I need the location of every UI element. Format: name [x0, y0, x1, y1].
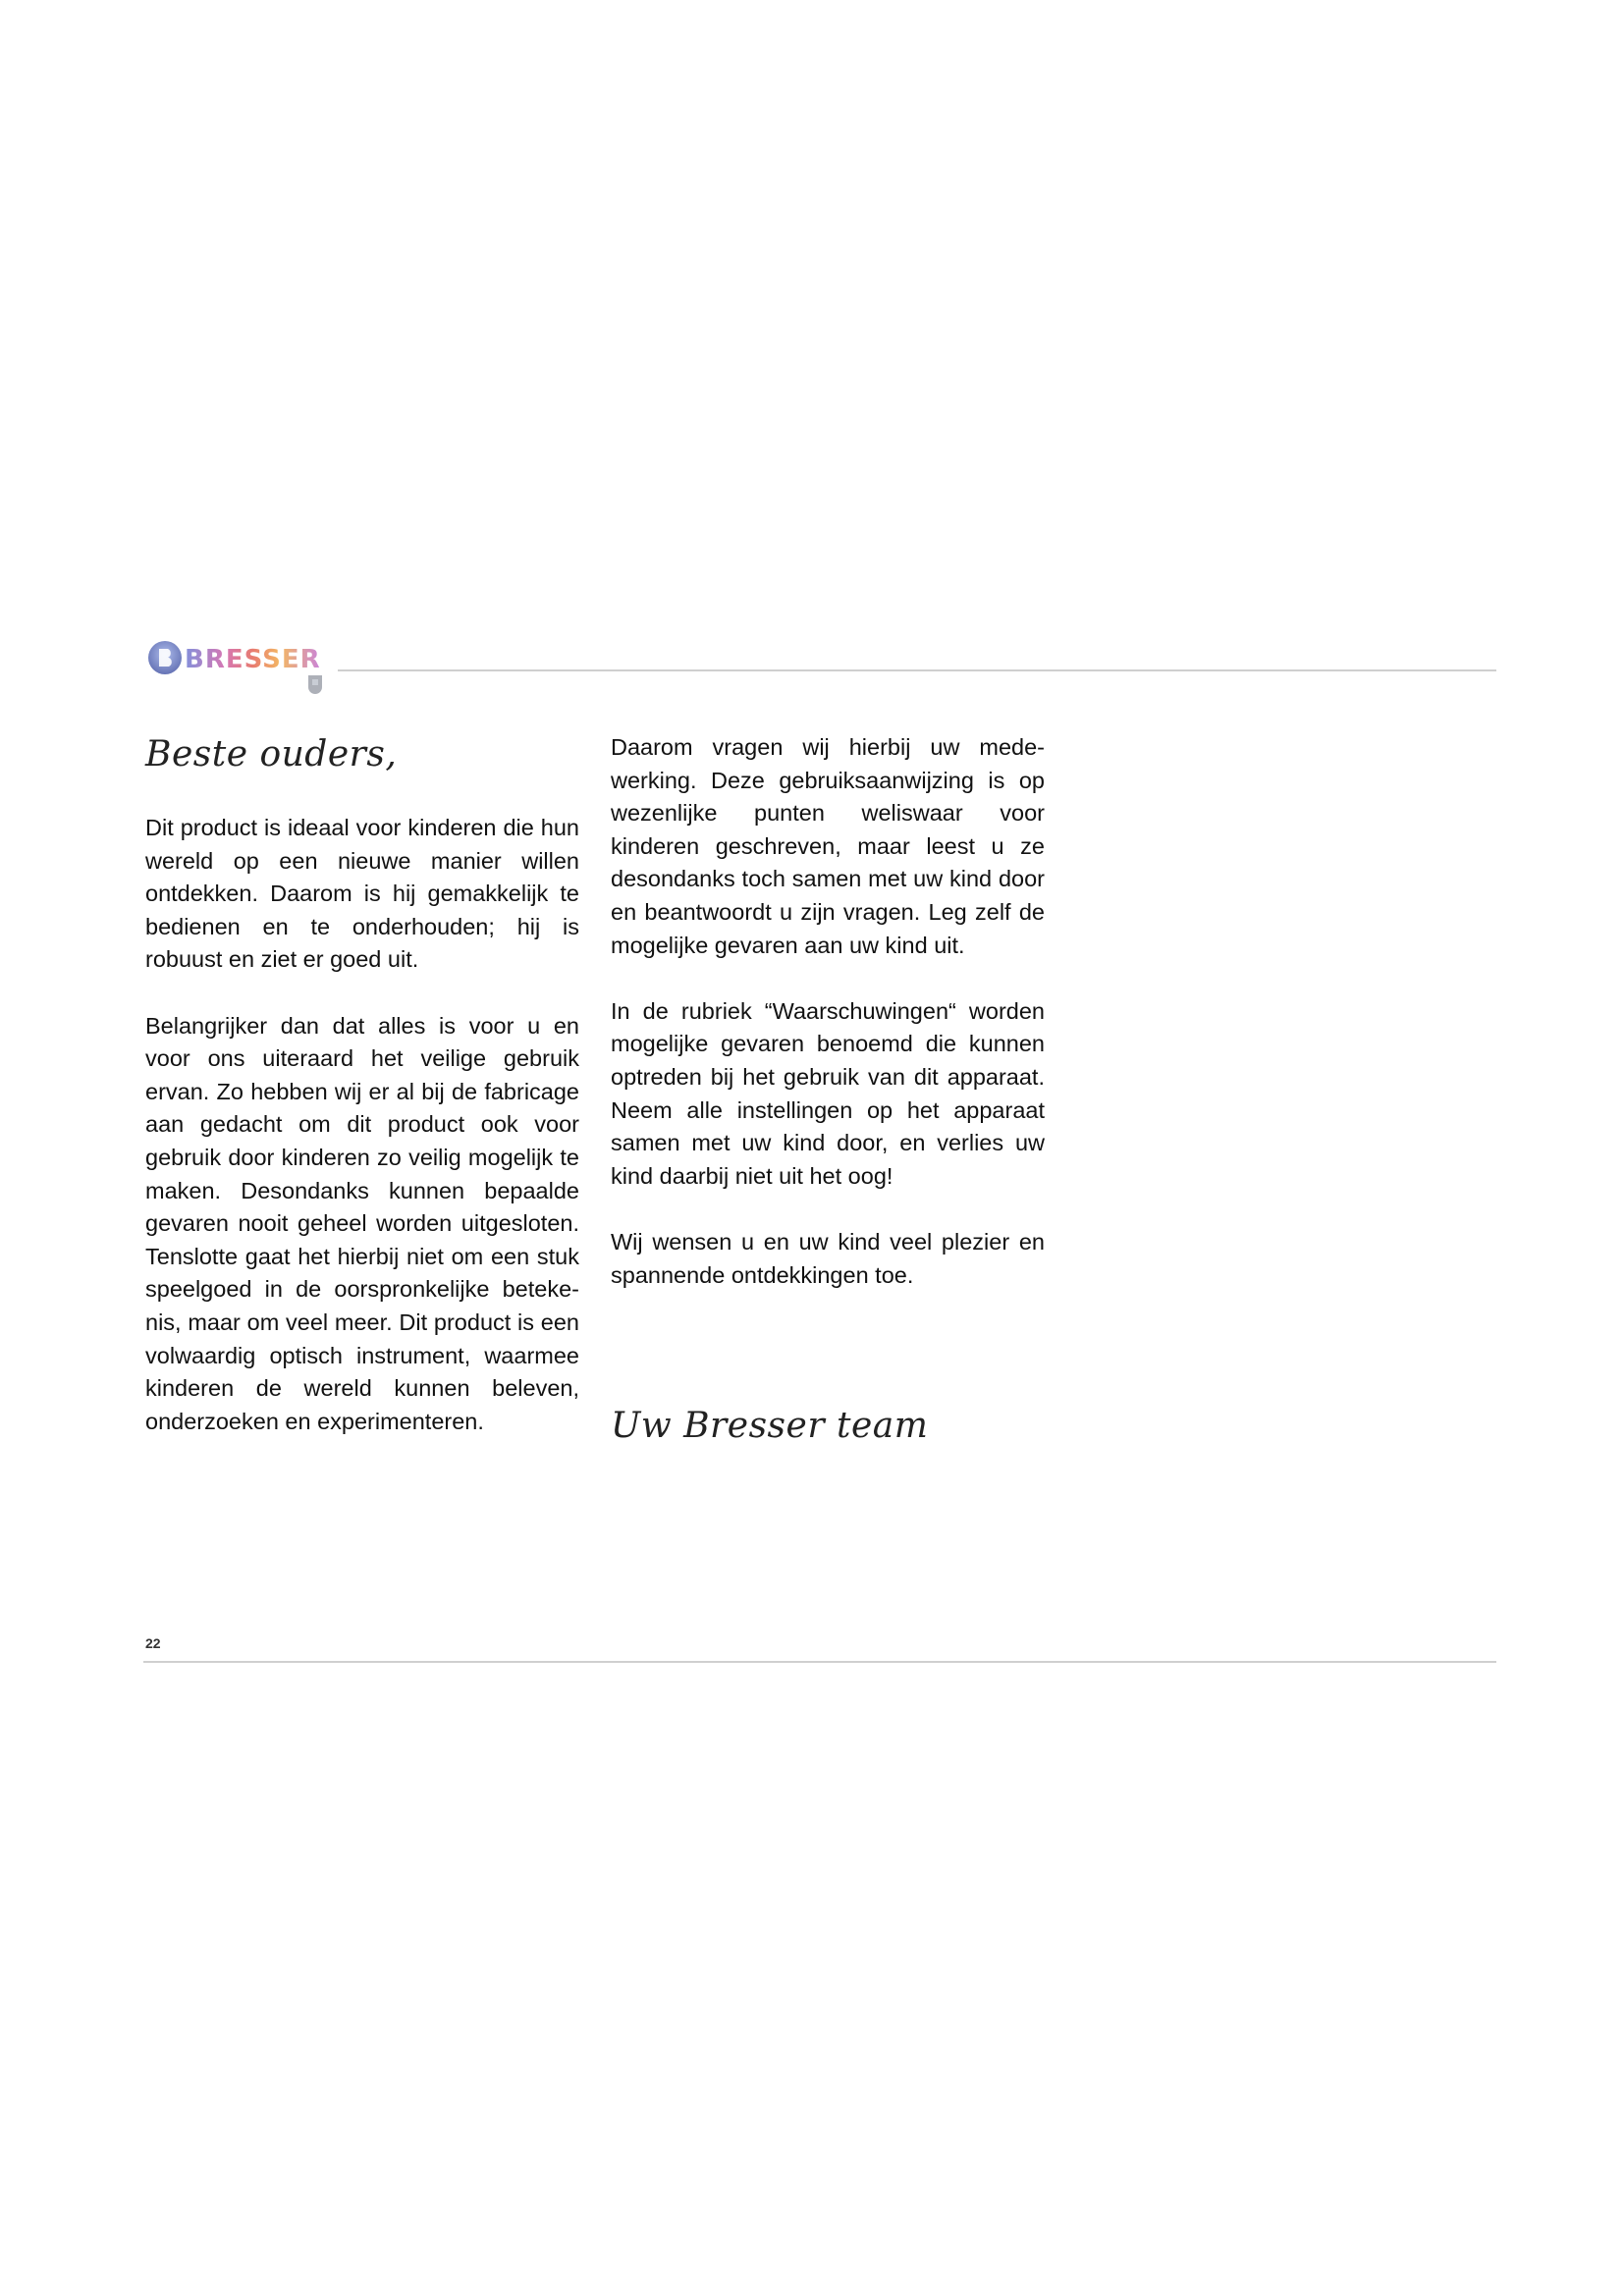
logo-badge-icon [145, 638, 185, 677]
signature: Uw Bresser team [611, 1406, 929, 1446]
paragraph: In de rubriek “Waarschuwingen“ worden mogelijke gevaren benoemd die kunnen optreden bij het gebruik van dit apparaat. Neem alle instellingen op het apparaat samen met uw kind door, en verlies uw kind daarbij niet uit het oog! [611, 997, 1045, 1189]
paragraph: Daarom vragen wij hierbij uw medewerking. Deze gebruiksaanwijzing is op wezenlijke punten weliswaar voor kinderen geschreven, maar leest u ze desondanks toch samen met uw kind door en beantwoordt u zijn vragen. Leg zelf de mogelijke gevaren aan uw kind uit. [611, 734, 1045, 958]
header-divider [338, 669, 1496, 671]
footer-divider [143, 1661, 1496, 1663]
right-text-column [611, 731, 1045, 1325]
paragraph: Belangrijker dan dat alles is voor u en voor ons uiteraard het veilige gebruik ervan. Zo hebben wij er al bij de fabricage aan gedacht om dit product ook voor gebruik door kinderen zo veilig mogelijk te maken. Desondanks kunnen bepaalde gevaren nooit geheel worden uitgesloten. Tenslotte gaat het hierbij niet om een stuk speelgoed in de oorspronkelijke betekenis, maar om veel meer. Dit product is een volwaardig optisch instrument, waarmee kinderen de wereld kunnen beleven, onderzoeken en experimenteren. [145, 1012, 579, 1434]
bresser-logo-icon [145, 636, 334, 699]
paragraph: Wij wensen u en uw kind veel plezier en spannende ontdekkingen toe. [611, 1228, 1045, 1288]
paragraph: Dit product is ideaal voor kinderen die hun wereld op een nieuwe manier willen ontdekken. Daarom is hij gemakkelijk te bedienen en te onderhouden; hij is robuust en ziet er goed uit. [145, 815, 579, 973]
page-number: 22 [145, 1635, 161, 1651]
salutation-heading: Beste ouders, [145, 734, 398, 774]
left-text-column [145, 812, 579, 1471]
logo-crest-icon [306, 673, 324, 699]
brand-wordmark: BRESSER [185, 645, 321, 674]
